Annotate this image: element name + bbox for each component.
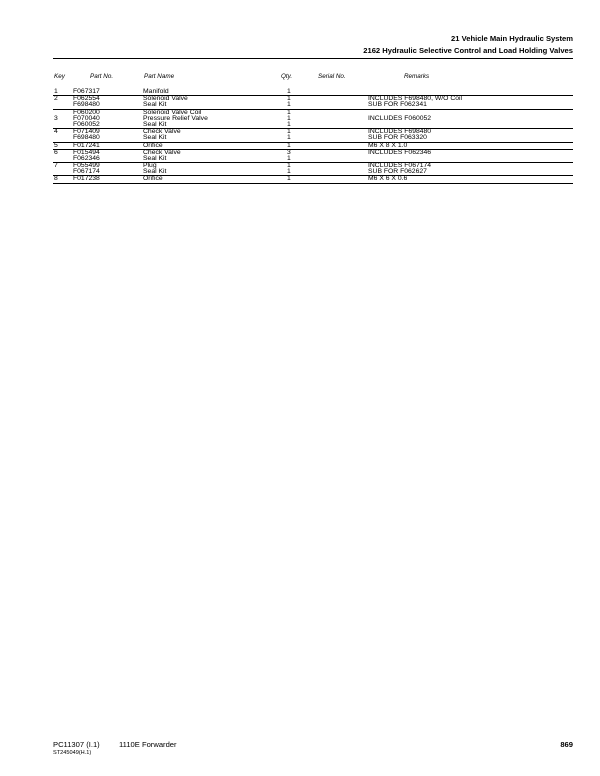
key-group [53, 89, 573, 96]
qty-cell: 1 [287, 128, 291, 136]
machine-model: 1110E Forwarder [119, 740, 177, 749]
doc-number: PC11307 (I.1) [53, 740, 100, 749]
col-part-no: Part No. [90, 73, 114, 80]
part-no-cell: F017238 [73, 175, 100, 183]
table-row [53, 156, 573, 162]
part-no-cell: F017241 [73, 141, 100, 149]
part-no-cell: F055499 [73, 162, 100, 170]
qty-cell: 1 [287, 141, 291, 149]
remarks-cell: INCLUDES F062346 [368, 148, 432, 156]
part-no-cell: F698480 [73, 101, 100, 109]
qty-cell: 3 [287, 148, 291, 156]
page-header [363, 33, 573, 57]
key-cell: 5 [54, 141, 58, 149]
table-row [53, 122, 573, 128]
key-group [53, 129, 573, 142]
part-name-cell: Manifold [143, 88, 169, 95]
group-title: 2162 Hydraulic Selective Control and Load Holding Valves [363, 46, 573, 55]
part-name-cell: Check Valve [143, 128, 181, 136]
part-name-cell: Solenoid Valve Coil [143, 108, 202, 116]
col-serial-no: Serial No. [318, 73, 346, 80]
part-name-cell: Seal Kit [143, 154, 167, 162]
part-no-cell: F071409 [73, 128, 100, 136]
part-name-cell: Pressure Relief Valve [143, 114, 208, 122]
qty-cell: 1 [287, 120, 291, 128]
part-no-cell: F070040 [73, 114, 100, 122]
col-qty: Qty. [281, 73, 293, 80]
key-cell: 7 [54, 162, 58, 170]
page-number: 869 [560, 740, 573, 749]
key-cell: 4 [54, 128, 58, 136]
section-title: 21 Vehicle Main Hydraulic System [451, 34, 573, 43]
part-name-cell: Seal Kit [143, 134, 167, 142]
parts-table [53, 89, 573, 184]
remarks-cell: INCLUDES F067174 [368, 162, 432, 170]
qty-cell: 1 [287, 95, 291, 103]
remarks-cell: M6 X 8 X 1.0 [368, 141, 408, 149]
part-name-cell: Seal Kit [143, 120, 167, 128]
qty-cell: 1 [287, 114, 291, 122]
remarks-cell: SUB FOR F062627 [368, 168, 427, 176]
col-key: Key [54, 73, 65, 80]
header-divider [53, 58, 573, 59]
qty-cell: 1 [287, 134, 291, 142]
part-no-cell: F062554 [73, 95, 100, 103]
part-no-cell: F698480 [73, 134, 100, 142]
remarks-cell: SUB FOR F062341 [368, 101, 427, 109]
part-name-cell: Check Valve [143, 148, 181, 156]
table-row [53, 135, 573, 141]
key-cell: 6 [54, 148, 58, 156]
part-no-cell: F067317 [73, 88, 100, 95]
col-part-name: Part Name [144, 73, 175, 80]
qty-cell: 1 [287, 162, 291, 170]
key-group [53, 163, 573, 176]
key-group [53, 150, 573, 163]
table-row [53, 102, 573, 108]
table-row [53, 176, 573, 182]
part-no-cell: F015494 [73, 148, 100, 156]
table-row [53, 169, 573, 175]
qty-cell: 1 [287, 88, 291, 95]
key-cell: 2 [54, 95, 58, 103]
qty-cell: 1 [287, 175, 291, 183]
part-name-cell: Solenoid Valve [143, 95, 188, 103]
part-name-cell: Plug [143, 162, 157, 170]
qty-cell: 1 [287, 168, 291, 176]
part-name-cell: Orifice [143, 141, 163, 149]
key-group [53, 96, 573, 109]
key-cell: 8 [54, 175, 58, 183]
table-row [53, 89, 573, 95]
part-name-cell: Seal Kit [143, 101, 167, 109]
remarks-cell: M6 X 6 X 0.6 [368, 175, 408, 183]
part-name-cell: Seal Kit [143, 168, 167, 176]
key-cell: 3 [54, 114, 58, 122]
table-row [53, 143, 573, 149]
illustration-code: ST245049(H.1) [53, 750, 92, 756]
part-no-cell: F067174 [73, 168, 100, 176]
part-name-cell: Orifice [143, 175, 163, 183]
part-no-cell: F062346 [73, 154, 100, 162]
key-group [53, 143, 573, 150]
remarks-cell: INCLUDES F698480 [368, 128, 432, 136]
part-no-cell: F060200 [73, 108, 100, 116]
qty-cell: 1 [287, 108, 291, 116]
remarks-cell: INCLUDES F698480, W/O Coil [368, 95, 463, 103]
key-group [53, 110, 573, 130]
part-no-cell: F060052 [73, 120, 100, 128]
qty-cell: 1 [287, 101, 291, 109]
key-cell: 1 [54, 88, 58, 95]
qty-cell: 1 [287, 154, 291, 162]
col-remarks: Remarks [404, 73, 430, 80]
key-group [53, 176, 573, 183]
remarks-cell: INCLUDES F060052 [368, 114, 432, 122]
remarks-cell: SUB FOR F063320 [368, 134, 427, 142]
